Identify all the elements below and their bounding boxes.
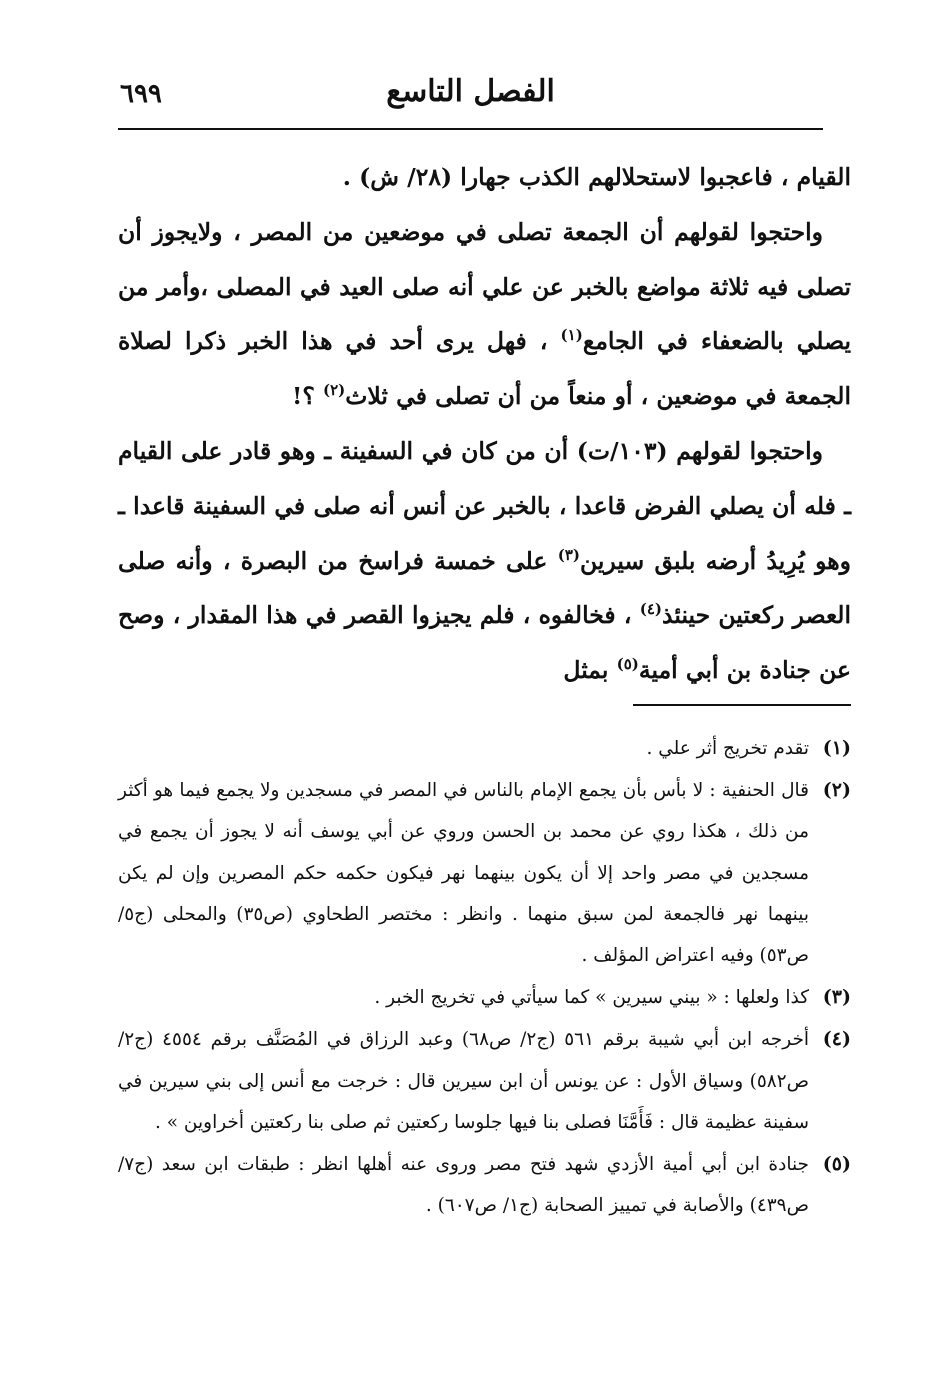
footnote-text: قال الحنفية : لا بأس بأن يجمع الإمام بالناس في المصر في مسجدين ولا يجمع فيما هو أكثر من ذلك ، هكذا روي عن محمد بن الحسن وروي عن أبي يوسف أنه لا يجوز أن يجمع في مسجدين في مصر واحد إلا أن يكون بينهما نهر فيكون حكمه حكم المصرين وإن لم يكن بينهما نهر فالجمعة لمن سبق منهما . وانظر : مختصر الطحاوي (ص٣٥) والمحلى (ج٥/ ص٥٣) وفيه اعتراض المؤلف . bbox=[118, 780, 810, 967]
footnotes bbox=[118, 728, 851, 1227]
footnote-number: (٥) bbox=[822, 1153, 851, 1176]
footnote-number: (١) bbox=[822, 737, 851, 759]
footnote-ref[interactable]: (٥) bbox=[616, 655, 639, 674]
footnote-text: أخرجه ابن أبي شيبة برقم ٥٦١ (ج٢/ ص٦٨) وعبد الرزاق في المُصَنَّف برقم ٤٥٥٤ (ج٢/ ص٥٨٢) وسياق الأول : عن يونس أن ابن سيرين قال : خرجت مع أنس إلى بني سيرين في سفينة عظيمة قال : فَأَمَّنَا فصلى بنا فيها جلوسا ركعتين ثم صلى بنا ركعتين أخراوين » . bbox=[118, 1029, 810, 1133]
paragraph-text: واحتجوا لقولهم أن الجمعة تصلى في موضعين من المصر ، ولايجوز أن تصلى فيه ثلاثة مواضع بالخبر عن علي أنه صلى العيد في المصلى ،وأمر من يصلي بالضعفاء في الجامع bbox=[118, 217, 851, 356]
footnote-text: تقدم تخريج أثر علي . bbox=[646, 738, 809, 759]
chapter-title: الفصل التاسع bbox=[386, 74, 555, 109]
footnote-ref[interactable]: (١) bbox=[560, 326, 583, 345]
paragraph-text: ؟! bbox=[292, 382, 323, 411]
body-text bbox=[118, 150, 851, 698]
footnote-text: جنادة ابن أبي أمية الأزدي شهد فتح مصر وروى عنه أهلها انظر : طبقات ابن سعد (ج٧/ ص٤٣٩) والأصابة في تمييز الصحابة (ج١/ ص٦٠٧) . bbox=[118, 1154, 809, 1217]
footnote-4 bbox=[118, 1019, 851, 1143]
paragraph-text: ، فخالفوه ، فلم يجيزوا القصر في هذا المقدار ، وصح عن جنادة بن أبي أمية bbox=[118, 601, 851, 685]
footnote-1 bbox=[118, 728, 851, 769]
footnote-2 bbox=[118, 770, 851, 976]
paragraph-text: على خمسة فراسخ من البصرة ، وأنه صلى العصر ركعتين حينئذ bbox=[118, 546, 851, 630]
footnote-number: (٢) bbox=[822, 779, 851, 802]
footnote-5 bbox=[118, 1144, 851, 1226]
footnote-number: (٣) bbox=[822, 986, 851, 1009]
footnote-ref[interactable]: (٤) bbox=[639, 600, 663, 619]
paragraph-text: واحتجوا لقولهم (١٠٣/ت) أن من كان في السفينة ـ وهو قادر على القيام ـ فله أن يصلي الفرض قاعدا ، بالخبر عن أنس أنه صلى في السفينة قاعدا ـ وهو يُرِيدُ أرضه بلبق سيرين bbox=[118, 436, 851, 575]
footnote-3 bbox=[118, 977, 851, 1018]
paragraph-text: بمثل bbox=[563, 656, 617, 685]
footnote-ref[interactable]: (٢) bbox=[323, 381, 346, 400]
footnote-separator bbox=[633, 704, 851, 706]
paragraph-1 bbox=[118, 150, 851, 205]
footnote-number: (٤) bbox=[822, 1028, 851, 1051]
page-header bbox=[118, 62, 823, 130]
footnote-text: كذا ولعلها : « بيني سيرين » كما سيأتي في تخريج الخبر . bbox=[374, 987, 809, 1009]
paragraph-3 bbox=[118, 424, 851, 698]
footnote-ref[interactable]: (٣) bbox=[557, 545, 580, 564]
page-number: ٦٩٩ bbox=[120, 79, 162, 109]
paragraph-text: ، فهل يرى أحد في هذا الخبر ذكرا لصلاة الجمعة في موضعين ، أو منعاً من أن تصلى في ثلاث bbox=[118, 327, 851, 411]
paragraph-2 bbox=[118, 205, 851, 424]
paragraph-text: القيام ، فاعجبوا لاستحلالهم الكذب جهارا (٢٨/ ش) . bbox=[342, 163, 851, 191]
